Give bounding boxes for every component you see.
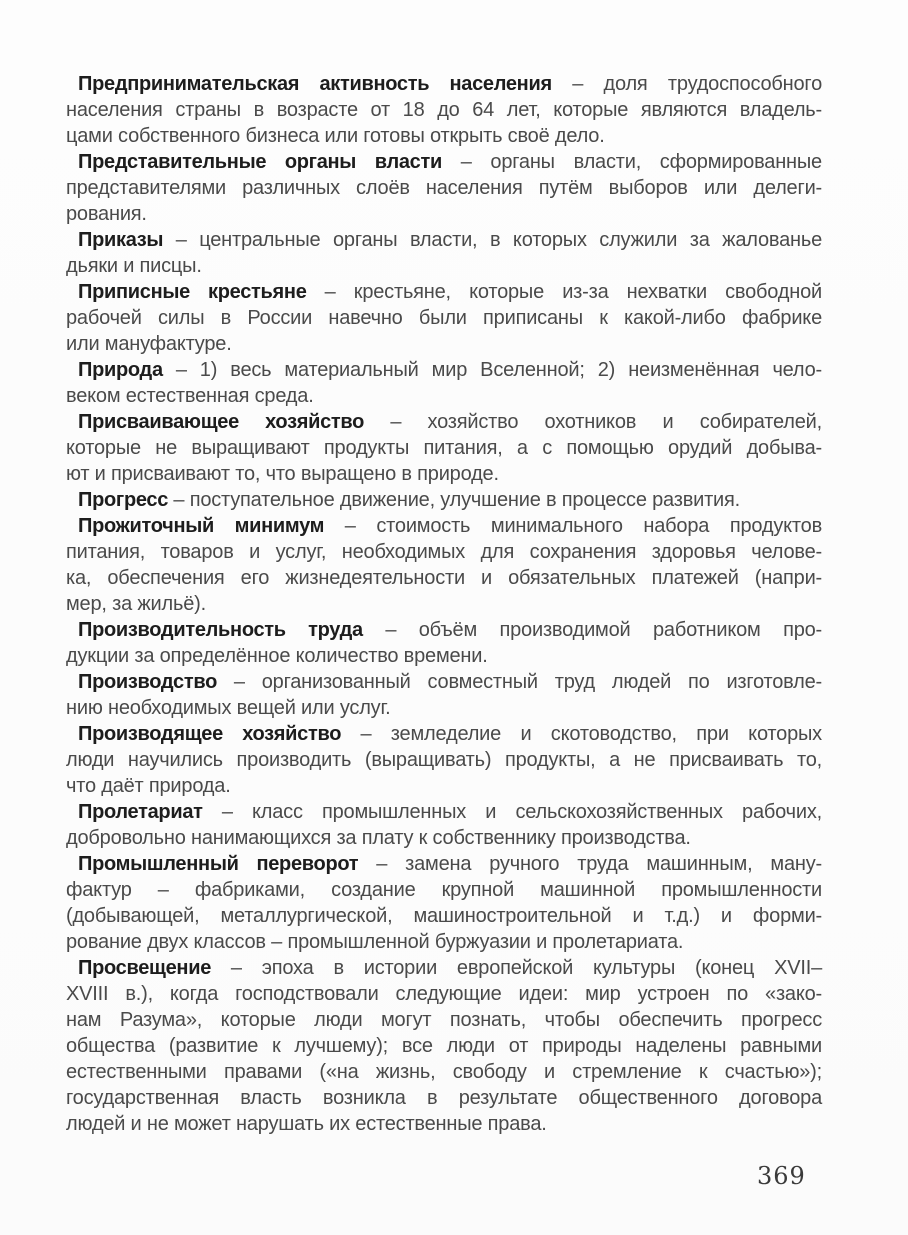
definition-text: – объём производимой работником про-: [362, 619, 822, 641]
term-text: Производство: [78, 671, 218, 693]
glossary: [66, 71, 822, 1137]
definition-line: естественными правами («на жизнь, свободу и стремление к счастью»);: [66, 1061, 822, 1083]
glossary-entry: [66, 721, 822, 799]
term-text: Присваивающее хозяйство: [78, 411, 365, 433]
page-number: 369: [757, 1162, 806, 1190]
entry-first-line: [66, 799, 822, 825]
entry-first-line: [66, 71, 822, 97]
definition-line: добровольно нанимающихся за плату к собственнику производства.: [66, 827, 691, 849]
definition-text: – органы власти, сформированные: [442, 151, 822, 173]
term-text: Промышленный переворот: [78, 853, 359, 875]
definition-line: государственная власть возникла в результате общественного договора: [66, 1087, 822, 1109]
entry-first-line: [66, 851, 822, 877]
definition-line: рабочей силы в России навечно были приписаны к какой-либо фабрике: [66, 307, 822, 329]
entry-first-line: [66, 617, 822, 643]
entry-first-line: [66, 279, 822, 305]
term-text: Просвещение: [78, 957, 212, 979]
entry-first-line: [66, 487, 822, 513]
glossary-entry: [66, 513, 822, 617]
glossary-entry: [66, 617, 822, 669]
definition-text: – крестьяне, которые из-за нехватки свободной: [306, 281, 822, 303]
glossary-entry: [66, 227, 822, 279]
definition-line: (добывающей, металлургической, машиностроительной и т.д.) и форми-: [66, 905, 822, 927]
definition-line: населения страны в возрасте от 18 до 64 лет, которые являются владель-: [66, 99, 822, 121]
entry-first-line: [66, 513, 822, 539]
entry-first-line: [66, 955, 822, 981]
term-text: Приписные крестьяне: [78, 281, 307, 303]
definition-line: нию необходимых вещей или услуг.: [66, 697, 391, 719]
definition-line: людей и не может нарушать их естественные права.: [66, 1113, 547, 1135]
glossary-entry: [66, 955, 822, 1137]
definition-line: рования.: [66, 203, 147, 225]
definition-text: – поступательное движение, улучшение в процессе развития.: [168, 489, 741, 511]
definition-text: – 1) весь материальный мир Вселенной; 2) неизменённая чело-: [162, 359, 822, 381]
term-text: Представительные органы власти: [78, 151, 442, 173]
definition-line: фактур – фабриками, создание крупной машинной промышленности: [66, 879, 822, 901]
definition-line: или мануфактуре.: [66, 333, 232, 355]
definition-line: нам Разума», которые люди могут познать, чтобы обеспечить прогресс: [66, 1009, 822, 1031]
entry-first-line: [66, 149, 822, 175]
definition-line: общества (развитие к лучшему); все люди от природы наделены равными: [66, 1035, 822, 1057]
term-text: Прогресс: [78, 489, 169, 511]
definition-text: – центральные органы власти, в которых служили за жалованье: [163, 229, 822, 251]
term-text: Предпринимательская активность населения: [78, 73, 552, 95]
glossary-entry: [66, 487, 822, 513]
entry-first-line: [66, 721, 822, 747]
glossary-entry: [66, 71, 822, 149]
definition-line: представителями различных слоёв населения путём выборов или делеги-: [66, 177, 822, 199]
definition-text: – земледелие и скотоводство, при которых: [341, 723, 822, 745]
glossary-entry: [66, 279, 822, 357]
term-text: Производящее хозяйство: [78, 723, 342, 745]
definition-line: веком естественная среда.: [66, 385, 314, 407]
glossary-entry: [66, 149, 822, 227]
definition-line: которые не выращивают продукты питания, а с помощью орудий добыва-: [66, 437, 822, 459]
definition-text: – стоимость минимального набора продуктов: [324, 515, 822, 537]
definition-text: – организованный совместный труд людей по изготовле-: [217, 671, 822, 693]
entry-first-line: [66, 227, 822, 253]
definition-text: – хозяйство охотников и собирателей,: [364, 411, 822, 433]
definition-line: дьяки и писцы.: [66, 255, 202, 277]
term-text: Приказы: [78, 229, 164, 251]
definition-line: ка, обеспечения его жизнедеятельности и обязательных платежей (напри-: [66, 567, 822, 589]
definition-text: – доля трудоспособного: [551, 73, 823, 95]
glossary-entry: [66, 357, 822, 409]
definition-line: дукции за определённое количество времени.: [66, 645, 488, 667]
term-text: Пролетариат: [78, 801, 203, 823]
entry-first-line: [66, 409, 822, 435]
glossary-entry: [66, 799, 822, 851]
glossary-entry: [66, 409, 822, 487]
term-text: Природа: [78, 359, 163, 381]
definition-line: что даёт природа.: [66, 775, 231, 797]
definition-line: рование двух классов – промышленной буржуазии и пролетариата.: [66, 931, 684, 953]
definition-line: XVIII в.), когда господствовали следующие идеи: мир устроен по «зако-: [66, 983, 822, 1005]
glossary-entry: [66, 851, 822, 955]
entry-first-line: [66, 357, 822, 383]
definition-text: – класс промышленных и сельскохозяйственных рабочих,: [202, 801, 822, 823]
term-text: Прожиточный минимум: [78, 515, 325, 537]
entry-first-line: [66, 669, 822, 695]
definition-line: люди научились производить (выращивать) продукты, а не присваивать то,: [66, 749, 822, 771]
definition-line: мер, за жильё).: [66, 593, 206, 615]
definition-text: – замена ручного труда машинным, ману-: [358, 853, 822, 875]
definition-line: ют и присваивают то, что выращено в природе.: [66, 463, 499, 485]
term-text: Производительность труда: [78, 619, 363, 641]
definition-line: цами собственного бизнеса или готовы открыть своё дело.: [66, 125, 605, 147]
definition-line: питания, товаров и услуг, необходимых для сохранения здоровья челове-: [66, 541, 822, 563]
definition-text: – эпоха в истории европейской культуры (конец XVII–: [211, 957, 822, 979]
glossary-entry: [66, 669, 822, 721]
